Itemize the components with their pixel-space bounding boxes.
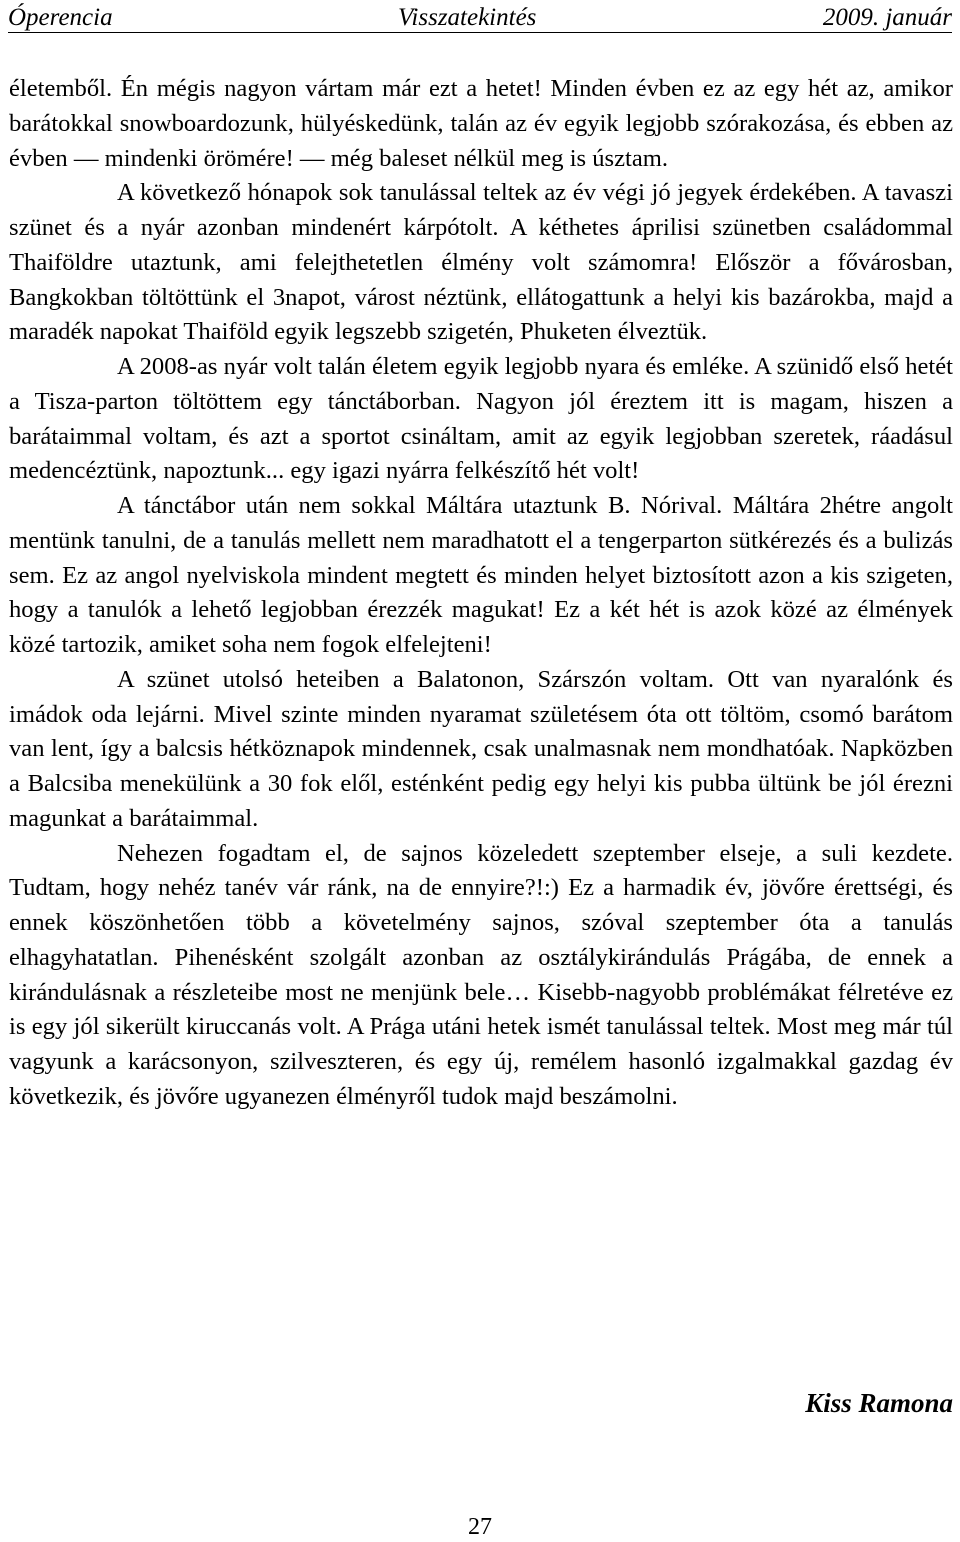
page-number: 27: [468, 1514, 492, 1540]
paragraph: A 2008-as nyár volt talán életem egyik legjobb nyara és emléke. A szünidő első hetét a Tisza-parton töltöttem egy tánctáborban. Nagyon jól éreztem itt is magam, hiszen a barátaimmal voltam, és azt a sportot csináltam, amit az egyik legjobban szeretek, ráadásul medencéztünk, napoztunk... egy igazi nyárra felkészítő hét volt!: [9, 353, 953, 485]
paragraph: A következő hónapok sok tanulással teltek az év végi jó jegyek érdekében. A tavaszi szünet és a nyár azonban mindenért kárpótolt. A kéthetes áprilisi szünetben családommal Thaiföldre utaztunk, ami felejthetetlen élmény volt számomra! Először a fővárosban, Bangkokban töltöttünk el 3napot, várost néztünk, ellátogattunk a helyi kis bazárokba, majd a maradék napokat Thaiföld egyik legszebb szigetén, Phuketen élveztük.: [9, 179, 953, 346]
paragraph: A szünet utolsó heteiben a Balatonon, Szárszón voltam. Ott van nyaralónk és imádok oda lejárni. Mivel szinte minden nyaramat születésem óta ott töltöm, csomó barátom van lent, így a balcsis hétköznapok mindennek, csak unalmasnak nem mondhatóak. Napközben a Balcsiba menekülünk a 30 fok elől, esténként pedig egy helyi kis pubba ültünk be jól érezni magunkat a barátaimmal.: [9, 665, 953, 832]
article-body: [9, 72, 953, 1115]
header-section-title: Visszatekintés: [398, 4, 537, 31]
author-signature: Kiss Ramona: [805, 1388, 953, 1418]
paragraph: A tánctábor után nem sokkal Máltára utaztunk B. Nórival. Máltára 2hétre angolt mentünk tanulni, de a tanulás mellett nem maradhatott el a tengerparton sütkérezés és a bulizás sem. Ez az angol nyelviskola mindent megtett és minden helyet biztosított azon a kis szigeten, hogy a tanulók a lehető legjobban érezzék magukat! Ez a két hét is azok közé az élmények közé tartozik, amiket soha nem fogok elfelejteni!: [9, 492, 953, 658]
paragraph: Nehezen fogadtam el, de sajnos közeledett szeptember elseje, a suli kezdete. Tudtam, hogy nehéz tanév vár ránk, na de ennyire?!:) Ez a harmadik év, jövőre érettségi, és ennek köszönhetően több a követelmény sajnos, szóval szeptember óta a tanulás elhagyhatatlan. Pihenésként szolgált azonban az osztálykirándulás Prágába, de ennek a kirándulásnak a részleteibe most ne menjünk bele… Kisebb-nagyobb problémákat félretéve ez is egy jól sikerült kiruccanás volt. A Prága utáni hetek ismét tanulással teltek. Most meg már túl vagyunk a karácsonyon, szilveszteren, és egy új, remélem hasonló izgalmakkal gazdag év következik, és jövőre ugyanezen élményről tudok majd beszámolni.: [9, 839, 953, 1110]
header-magazine-title: Óperencia: [8, 4, 113, 31]
paragraph: életemből. Én mégis nagyon vártam már ezt a hetet! Minden évben ez az egy hét az, amikor barátokkal snowboardozunk, hülyéskedünk, talán az év egyik legjobb szórakozása, és ebben az évben — mindenki örömére! — még baleset nélkül meg is úsztam.: [9, 75, 953, 172]
running-header: [8, 2, 952, 33]
header-issue-date: 2009. január: [822, 4, 952, 31]
